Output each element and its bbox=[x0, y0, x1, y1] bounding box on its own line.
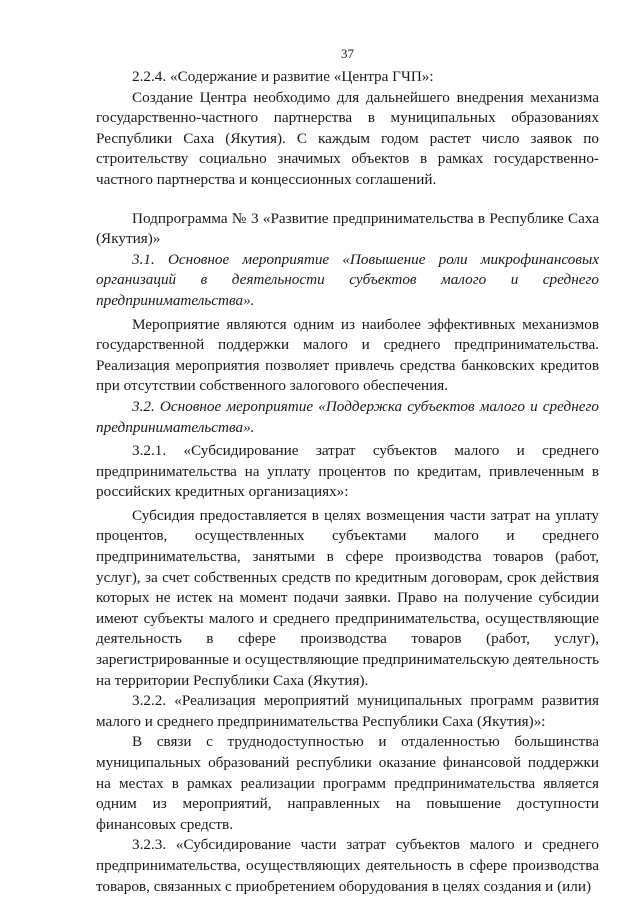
page-number: 37 bbox=[341, 46, 354, 61]
section-heading-3-2-3: 3.2.3. «Субсидирование части затрат субъектов малого и среднего предпринимательства, осуществляющих деятельность в сфере производства товаров, связанных с приобретением оборудования в целях создания и (или) bbox=[96, 836, 599, 895]
section-heading-3-2-1: 3.2.1. «Субсидирование затрат субъектов малого и среднего предпринимательства на уплату процентов по кредитам, привлеченным в российских кредитных организациях»: bbox=[96, 442, 599, 501]
paragraph: Субсидия предоставляется в целях возмещения части затрат на уплату процентов, осуществленных субъектами малого и среднего предпринимательства, занятыми в сфере производства товаров (работ, услуг), за счет собственных средств по кредитным договорам, срок действия которых не истек на момент подачи заявки. Право на получение субсидии имеют субъекты малого и среднего предпринимательства, осуществляющие деятельность в сфере производства товаров (работ, услуг), зарегистрированные и осуществляющие предпринимательскую деятельность на территории Республики Саха (Якутия). bbox=[96, 506, 599, 689]
section-heading-3-2: 3.2. Основное мероприятие «Поддержка субъектов малого и среднего предпринимательства». bbox=[96, 397, 599, 436]
paragraph: В связи с труднодоступностью и отдаленностью большинства муниципальных образований республики оказание финансовой поддержки на местах в рамках реализации программ предпринимательства является одним из мероприятий, направленных на повышение доступности финансовых средств. bbox=[96, 733, 599, 833]
paragraph: Мероприятие являются одним из наиболее эффективных механизмов государственной поддержки малого и среднего предпринимательства. Реализация мероприятия позволяет привлечь средства банковских кредитов при отсутствии собственного залогового обеспечения. bbox=[96, 315, 599, 395]
section-heading-2-2-4: 2.2.4. «Содержание и развитие «Центра ГЧП»: bbox=[132, 68, 434, 85]
paragraph: Создание Центра необходимо для дальнейшего внедрения механизма государственно-частного партнерства в муниципальных образованиях Республики Саха (Якутия). С каждым годом растет число заявок по строительству социально значимых объектов в рамках государственно-частного партнерства и концессионных соглашений. bbox=[96, 88, 599, 188]
document-body bbox=[96, 67, 599, 897]
section-heading-3-2-2: 3.2.2. «Реализация мероприятий муниципальных программ развития малого и среднего предпринимательства Республики Саха (Якутия)»: bbox=[96, 692, 599, 730]
subprogram-heading: Подпрограмма № 3 «Развитие предпринимательства в Республике Саха (Якутия)» bbox=[96, 209, 599, 248]
section-heading-3-1: 3.1. Основное мероприятие «Повышение роли микрофинансовых организаций в деятельности субъектов малого и среднего предпринимательства». bbox=[96, 250, 599, 309]
